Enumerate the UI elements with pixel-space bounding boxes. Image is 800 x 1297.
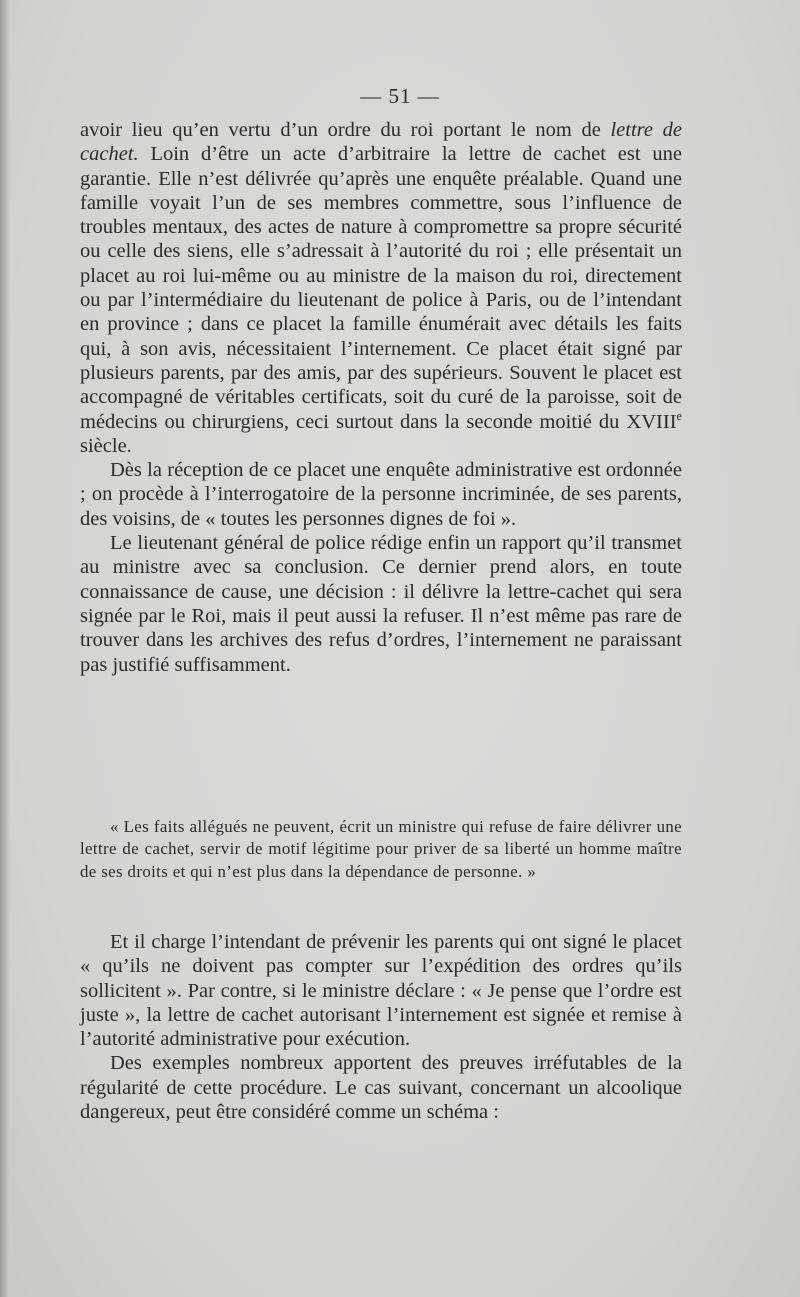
paragraph-1 bbox=[80, 118, 682, 458]
body-text-lower bbox=[80, 930, 682, 1124]
page-number: — 51 — bbox=[360, 84, 440, 108]
paragraph-4: Et il charge l’intendant de prévenir les parents qui ont signé le placet « qu’ils ne doivent pas compter sur l’expédition des ordres qu’ils sollicitent ». Par contre, si le ministre déclare : « Je pense que l’ordre est juste », la lettre de cachet autorisant l’internement est signée et remise à l’autorité administrative pour exécution. bbox=[80, 931, 682, 1051]
binding-edge bbox=[0, 0, 10, 1297]
century-superscript: e bbox=[676, 408, 682, 423]
body-text-upper bbox=[80, 118, 682, 677]
paragraph-1-end: siècle. bbox=[80, 434, 132, 457]
paragraph-1-start: avoir lieu qu’en vertu d’un ordre du roi portant le nom de bbox=[80, 119, 611, 141]
italic-term: lettre de cachet. bbox=[80, 119, 682, 166]
paragraph-2: Dès la réception de ce placet une enquête administrative est ordonnée ; on procède à l’interrogatoire de la personne incriminée, de ses parents, des voisins, de « toutes les personnes dignes de foi ». bbox=[80, 459, 682, 530]
century-numeral: XVIII bbox=[626, 410, 677, 433]
paragraph-5: Des exemples nombreux apportent des preuves irréfutables de la régularité de cette procédure. Le cas suivant, concernant un alcoolique dangereux, peut être considéré comme un schéma : bbox=[80, 1052, 682, 1124]
quotation: « Les faits allégués ne peuvent, écrit un ministre qui refuse de faire délivrer une lettre de cachet, servir de motif légitime pour priver de sa liberté un homme maître de ses droits et qui n’est plus dans la dépendance de personne. » bbox=[80, 817, 682, 881]
paragraph-3: Le lieutenant général de police rédige enfin un rapport qu’il transmet au ministre avec sa conclusion. Ce dernier prend alors, en toute connaissance de cause, une décision : il délivre la lettre-cachet qui sera signée par le Roi, mais il peut aussi la refuser. Il n’est même pas rare de trouver dans les archives des refus d’ordres, l’internement ne paraissant pas justifié suffisamment. bbox=[80, 532, 682, 676]
quotation-block bbox=[80, 816, 682, 883]
paragraph-1-body: Loin d’être un acte d’arbitraire la lettre de cachet est une garantie. Elle n’est délivrée qu’après une enquête préalable. Quand une famille voyait l’un de ses membres commettre, sous l’influence de troubles mentaux, des actes de nature à compromettre sa propre sécurité ou celle des siens, elle s’adressait à l’autorité du roi ; elle présentait un placet au roi lui-même ou au ministre de la maison du roi, directement ou par l’intermédiaire du lieutenant de police à Paris, ou de l’intendant en province ; dans ce placet la famille énumérait avec détails les faits qui, à son avis, nécessitaient l’internement. Ce placet était signé par plusieurs parents, par des amis, par des supérieurs. Souvent le placet est accompagné de véritables certificats, soit du curé de la paroisse, soit de médecins ou chirurgiens, ceci surtout dans la seconde moitié du bbox=[80, 143, 682, 433]
